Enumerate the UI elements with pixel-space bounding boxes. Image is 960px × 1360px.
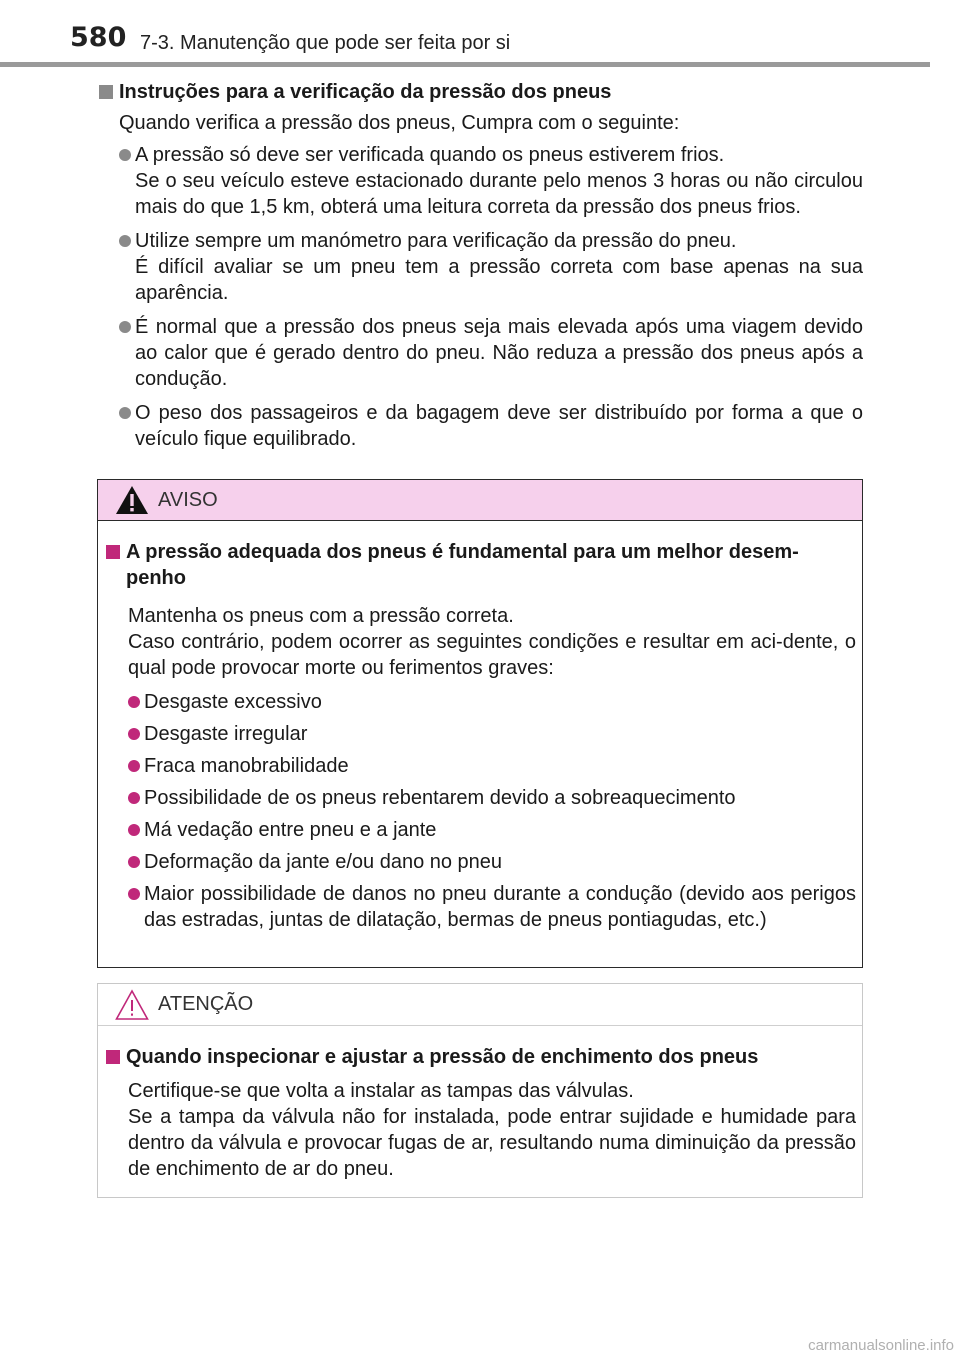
list-item bbox=[119, 228, 863, 306]
list-item-text: O peso dos passageiros e da bagagem deve ser distribuído por forma a que o veículo fique equilibrado. bbox=[135, 402, 863, 450]
warning-lead-line: Caso contrário, podem ocorrer as seguintes condições e resultar em aci-dente, o qual pode provocar morte ou ferimentos graves: bbox=[128, 631, 856, 679]
bullet-dot-icon bbox=[128, 792, 140, 804]
watermark: carmanualsonline.info bbox=[808, 1337, 954, 1354]
list-item-text: É difícil avaliar se um pneu tem a pressão correta com base apenas na sua aparência. bbox=[135, 256, 863, 304]
list-item-text: Má vedação entre pneu e a jante bbox=[144, 819, 437, 841]
chapter-title: 7-3. Manutenção que pode ser feita por si bbox=[140, 32, 511, 54]
bullet-dot-icon bbox=[128, 696, 140, 708]
bullet-dot-icon bbox=[119, 235, 131, 247]
caution-box bbox=[97, 983, 863, 1198]
section-lead: Quando verifica a pressão dos pneus, Cumpra com o seguinte: bbox=[119, 112, 680, 134]
bullet-dot-icon bbox=[128, 728, 140, 740]
list-item-text: Deformação da jante e/ou dano no pneu bbox=[144, 851, 503, 873]
square-bullet-icon bbox=[106, 1050, 120, 1064]
list-item-text: Desgaste irregular bbox=[144, 723, 308, 745]
caution-box-body bbox=[98, 1026, 862, 1182]
caution-box-title: ATENÇÃO bbox=[158, 993, 254, 1015]
section-heading-text: Instruções para a verificação da pressão dos pneus bbox=[119, 81, 612, 103]
bullet-dot-icon bbox=[119, 149, 131, 161]
warning-lead-line: Mantenha os pneus com a pressão correta. bbox=[128, 605, 514, 627]
list-item bbox=[128, 753, 856, 779]
list-item-text: É normal que a pressão dos pneus seja mais elevada após uma viagem devido ao calor que é gerado dentro do pneu. Não reduza a pressão dos pneus após a condução. bbox=[135, 316, 863, 390]
tire-pressure-instructions bbox=[97, 79, 863, 460]
square-bullet-icon bbox=[99, 85, 113, 99]
list-item bbox=[128, 689, 856, 715]
list-item-text: Utilize sempre um manómetro para verificação da pressão do pneu. bbox=[135, 230, 737, 252]
caution-box-header bbox=[98, 984, 862, 1026]
warning-box-body bbox=[98, 521, 862, 933]
list-item bbox=[128, 849, 856, 875]
warning-heading bbox=[104, 539, 856, 591]
section-heading bbox=[97, 79, 863, 105]
list-item-text: Fraca manobrabilidade bbox=[144, 755, 349, 777]
caution-lead bbox=[128, 1078, 856, 1182]
bullet-dot-icon bbox=[128, 824, 140, 836]
caution-heading bbox=[104, 1044, 856, 1070]
list-item-text: Possibilidade de os pneus rebentarem devido a sobreaquecimento bbox=[144, 787, 736, 809]
page-number: 580 bbox=[70, 22, 127, 53]
warning-box bbox=[97, 479, 863, 968]
bullet-dot-icon bbox=[119, 321, 131, 333]
warning-box-title: AVISO bbox=[158, 489, 218, 511]
warning-lead bbox=[128, 603, 856, 681]
list-item bbox=[128, 785, 856, 811]
list-item bbox=[119, 142, 863, 220]
square-bullet-icon bbox=[106, 545, 120, 559]
list-item bbox=[128, 881, 856, 933]
list-item-text: Maior possibilidade de danos no pneu durante a condução (devido aos perigos das estradas, juntas de dilatação, bermas de pneus pontiagudas, etc.) bbox=[144, 883, 856, 931]
warning-heading-text: A pressão adequada dos pneus é fundamental para um melhor desem-penho bbox=[126, 541, 799, 589]
page-header bbox=[0, 0, 960, 62]
list-item bbox=[119, 400, 863, 452]
instruction-list bbox=[119, 142, 863, 452]
header-divider bbox=[0, 62, 930, 67]
list-item bbox=[119, 314, 863, 392]
list-item-text: Se o seu veículo esteve estacionado durante pelo menos 3 horas ou não circulou mais do que 1,5 km, obterá uma leitura correta da pressão dos pneus frios. bbox=[135, 170, 863, 218]
caution-lead-line: Certifique-se que volta a instalar as tampas das válvulas. bbox=[128, 1080, 634, 1102]
caution-lead-line: Se a tampa da válvula não for instalada, pode entrar sujidade e humidade para dentro da válvula e provocar fugas de ar, resultando numa diminuição da pressão de enchimento de ar do pneu. bbox=[128, 1106, 856, 1180]
warning-list bbox=[128, 689, 856, 933]
warning-triangle-icon bbox=[115, 485, 149, 515]
list-item bbox=[128, 817, 856, 843]
list-item-text: Desgaste excessivo bbox=[144, 691, 322, 713]
warning-box-header bbox=[98, 480, 862, 521]
bullet-dot-icon bbox=[128, 760, 140, 772]
bullet-dot-icon bbox=[119, 407, 131, 419]
bullet-dot-icon bbox=[128, 888, 140, 900]
bullet-dot-icon bbox=[128, 856, 140, 868]
caution-heading-text: Quando inspecionar e ajustar a pressão de enchimento dos pneus bbox=[126, 1046, 759, 1068]
list-item-text: A pressão só deve ser verificada quando os pneus estiverem frios. bbox=[135, 144, 725, 166]
caution-triangle-icon bbox=[115, 989, 149, 1021]
list-item bbox=[128, 721, 856, 747]
